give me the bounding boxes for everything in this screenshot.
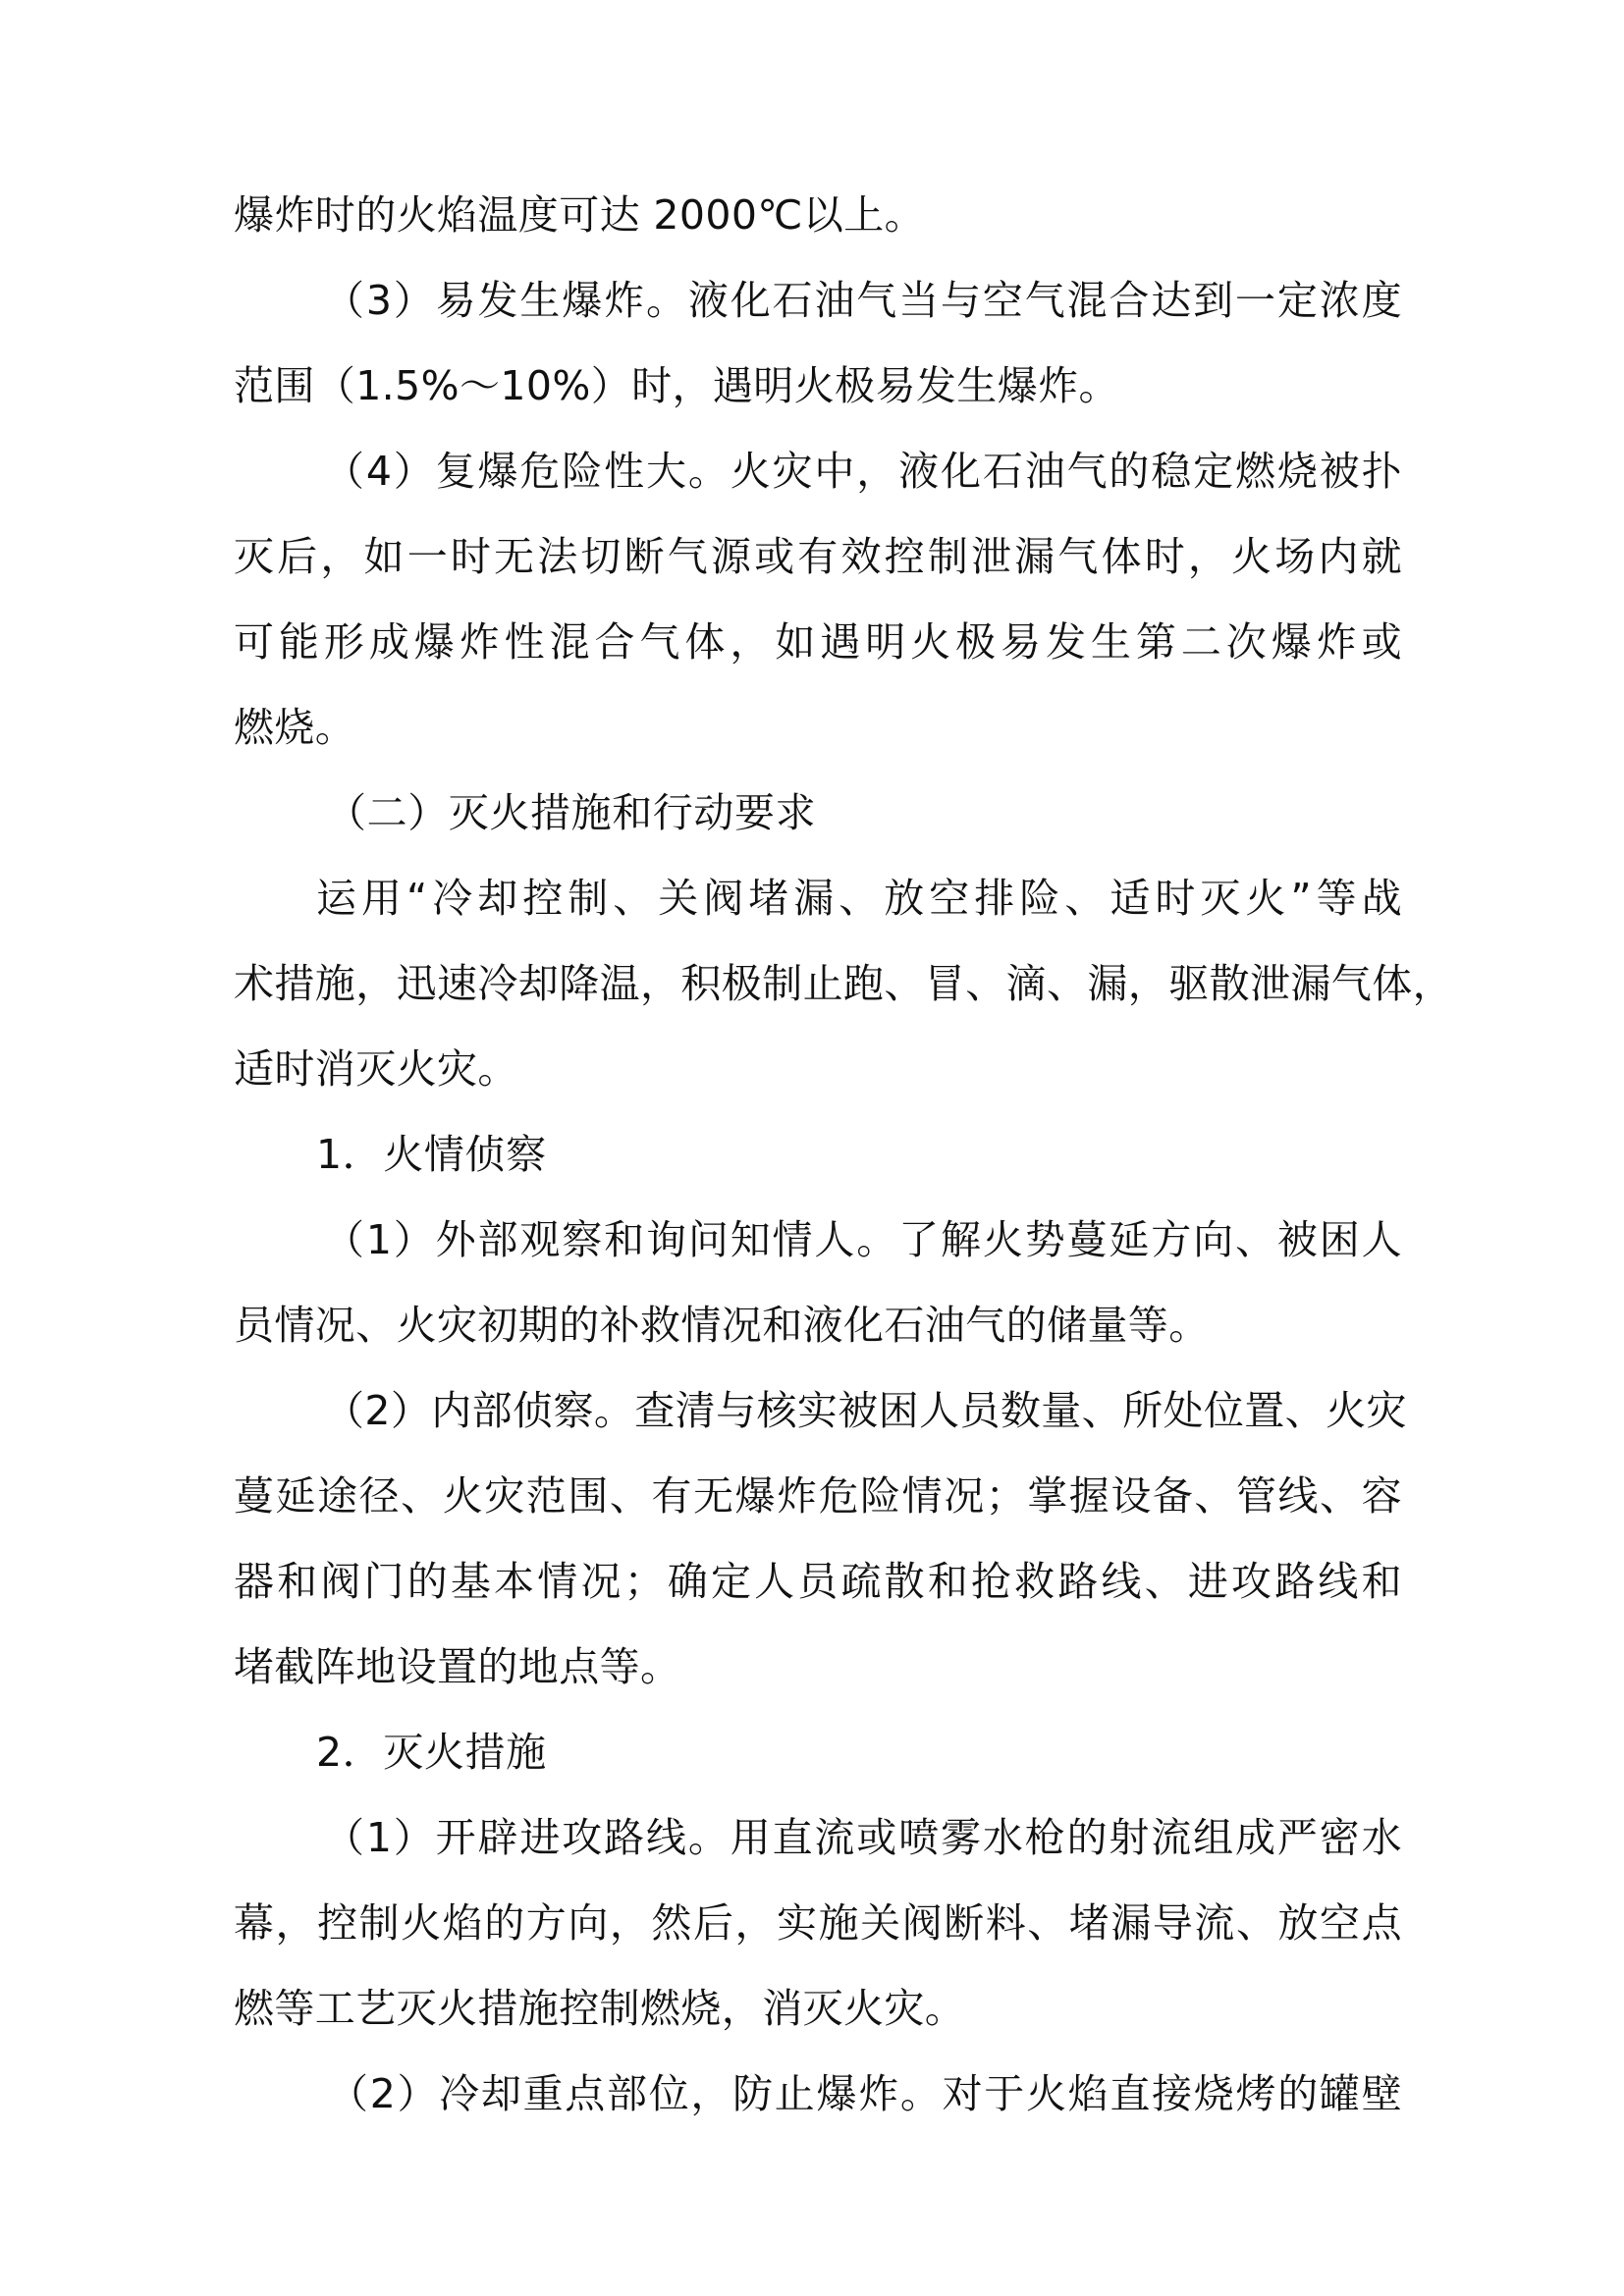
paragraph-line-17: （1）开辟进攻路线。用直流或喷雾水枪的射流组成严密水 xyxy=(324,1814,1402,1861)
paragraph-line-3: 范围（1.5%～10%）时，遇明火极易发生爆炸。 xyxy=(234,362,1119,409)
paragraph-line-20: （2）冷却重点部位，防止爆炸。对于火焰直接烧烤的罐壁 xyxy=(328,2070,1402,2117)
paragraph-line-15: 器和阀门的基本情况；确定人员疏散和抢救路线、进攻路线和 xyxy=(234,1558,1402,1605)
paragraph-line-12: 员情况、火灾初期的补救情况和液化石油气的储量等。 xyxy=(234,1302,1210,1349)
paragraph-line-13: （2）内部侦察。查清与核实被困人员数量、所处位置、火灾 xyxy=(324,1387,1407,1434)
paragraph-line-10: 适时消灭火灾。 xyxy=(234,1045,518,1093)
paragraph-line-9: 术措施，迅速冷却降温，积极制止跑、冒、滴、漏，驱散泄漏气体， xyxy=(234,960,1453,1007)
paragraph-line-16: 堵截阵地设置的地点等。 xyxy=(234,1643,681,1690)
paragraph-line-5: 灭后，如一时无法切断气源或有效控制泄漏气体时，火场内就 xyxy=(234,533,1402,580)
section-heading-2: （二）灭火措施和行动要求 xyxy=(326,789,817,836)
paragraph-line-19: 燃等工艺灭火措施控制燃烧，消灭火灾。 xyxy=(234,1985,966,2032)
paragraph-line-8: 运用“冷却控制、关阀堵漏、放空排险、适时灭火”等战 xyxy=(316,875,1402,922)
paragraph-line-4: （4）复爆危险性大。火灾中，液化石油气的稳定燃烧被扑 xyxy=(324,448,1402,495)
paragraph-line-1: 爆炸时的火焰温度可达 2000℃以上。 xyxy=(234,191,926,239)
subheading-fire-extinguishing-measures: 2．灭火措施 xyxy=(316,1729,547,1776)
paragraph-line-14: 蔓延途径、火灾范围、有无爆炸危险情况；掌握设备、管线、容 xyxy=(234,1472,1402,1520)
paragraph-line-18: 幕，控制火焰的方向，然后，实施关阀断料、堵漏导流、放空点 xyxy=(234,1899,1402,1947)
paragraph-line-7: 燃烧。 xyxy=(234,704,356,751)
paragraph-line-11: （1）外部观察和询问知情人。了解火势蔓延方向、被困人 xyxy=(324,1216,1402,1263)
paragraph-line-2: （3）易发生爆炸。液化石油气当与空气混合达到一定浓度 xyxy=(324,277,1402,324)
paragraph-line-6: 可能形成爆炸性混合气体，如遇明火极易发生第二次爆炸或 xyxy=(234,618,1402,666)
subheading-fire-reconnaissance: 1．火情侦察 xyxy=(316,1131,547,1178)
